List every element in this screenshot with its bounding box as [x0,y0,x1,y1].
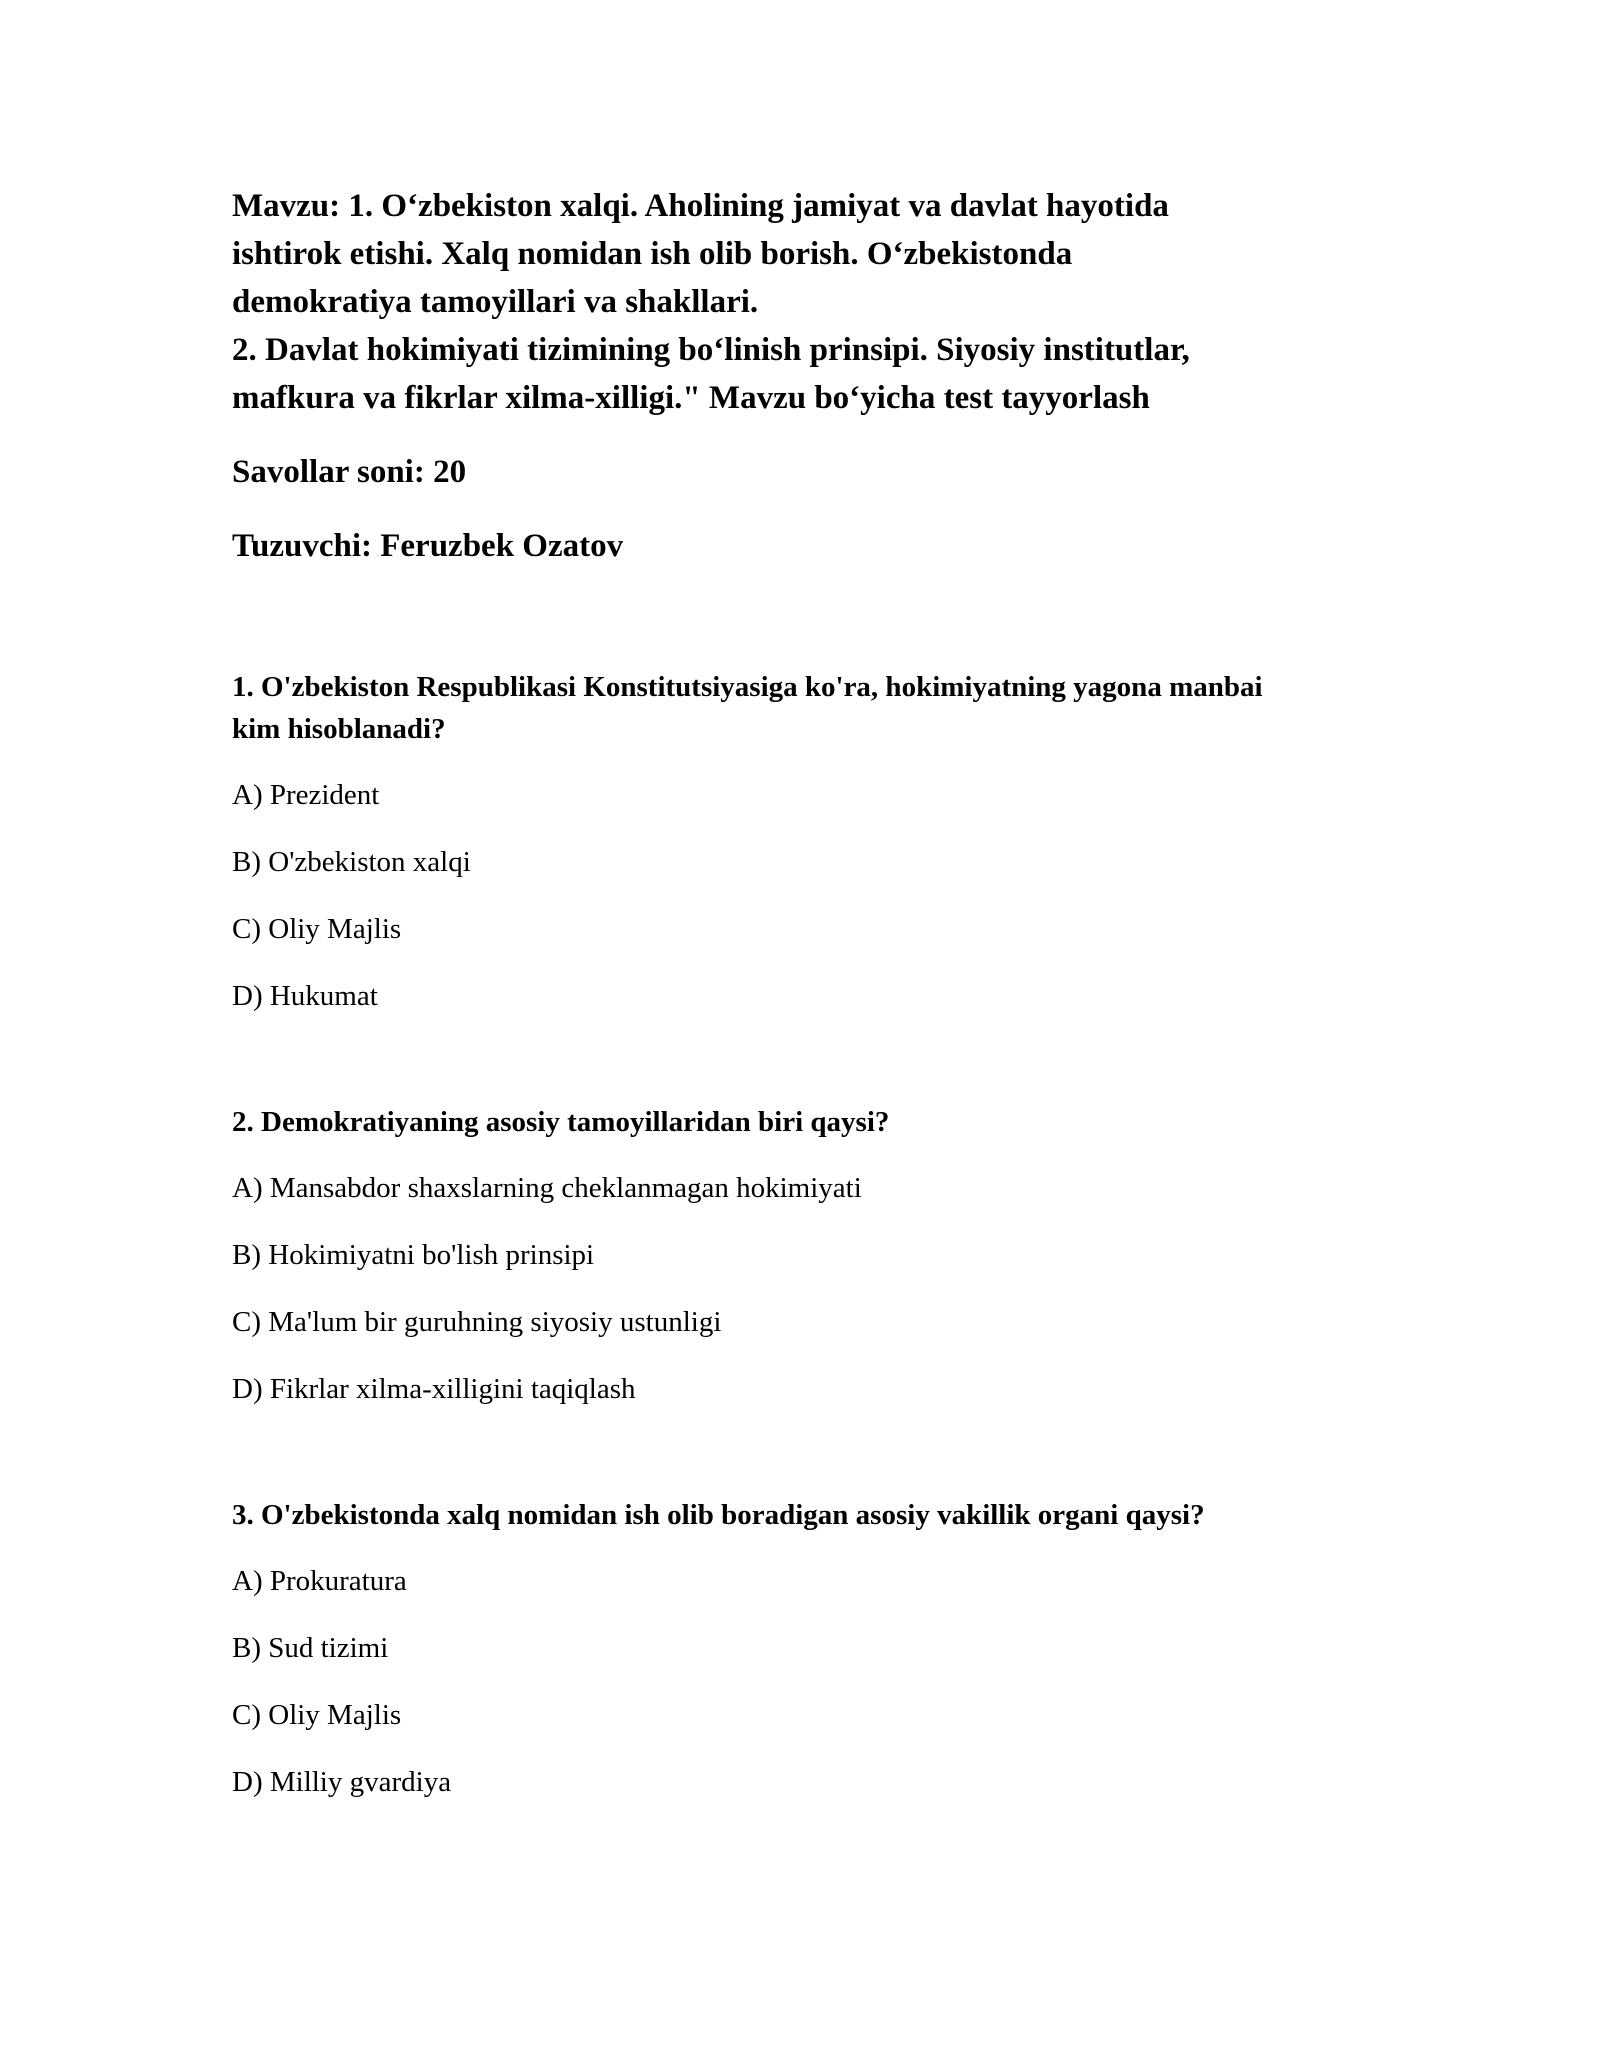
option-a: A) Prokuratura [232,1565,407,1597]
document-page [232,182,1392,1803]
question-text [232,1101,1392,1143]
option-d: D) Milliy gvardiya [232,1766,452,1798]
option-b: B) Hokimiyatni bo'lish prinsipi [232,1239,595,1271]
topic-line: ishtirok etishi. Xalq nomidan ish olib borish. O‘zbekistonda [232,236,1073,272]
topic-line: 2. Davlat hokimiyati tizimining bo‘linish prinsipi. Siyosiy institutlar, [232,332,1190,368]
option-c: C) Ma'lum bir guruhning siyosiy ustunligi [232,1306,722,1338]
question-line: kim hisoblanadi? [232,713,446,745]
question-count: Savollar soni: 20 [232,454,467,490]
question-text [232,1494,1392,1536]
option-a: A) Prezident [232,779,380,811]
question-line: 2. Demokratiyaning asosiy tamoyillaridan biri qaysi? [232,1106,890,1138]
question-block-3 [232,1494,1392,1803]
option-b: B) Sud tizimi [232,1632,389,1664]
topic-heading [232,182,1392,422]
option-c: C) Oliy Majlis [232,1699,402,1731]
question-block-2 [232,1101,1392,1410]
option-b: B) O'zbekiston xalqi [232,846,471,878]
question-line: 1. O'zbekiston Respublikasi Konstitutsiyasiga ko'ra, hokimiyatning yagona manbai [232,671,1263,703]
question-text [232,666,1392,750]
author-line: Tuzuvchi: Feruzbek Ozatov [232,528,624,564]
option-d: D) Hukumat [232,980,378,1012]
question-block-1 [232,666,1392,1017]
question-line: 3. O'zbekistonda xalq nomidan ish olib boradigan asosiy vakillik organi qaysi? [232,1499,1205,1531]
topic-line: mafkura va fikrlar xilma-xilligi." Mavzu bo‘yicha test tayyorlash [232,380,1150,416]
topic-line: Mavzu: 1. O‘zbekiston xalqi. Aholining jamiyat va davlat hayotida [232,188,1169,224]
option-c: C) Oliy Majlis [232,913,402,945]
option-d: D) Fikrlar xilma-xilligini taqiqlash [232,1373,636,1405]
topic-line: demokratiya tamoyillari va shakllari. [232,284,759,320]
option-a: A) Mansabdor shaxslarning cheklanmagan hokimiyati [232,1172,862,1204]
